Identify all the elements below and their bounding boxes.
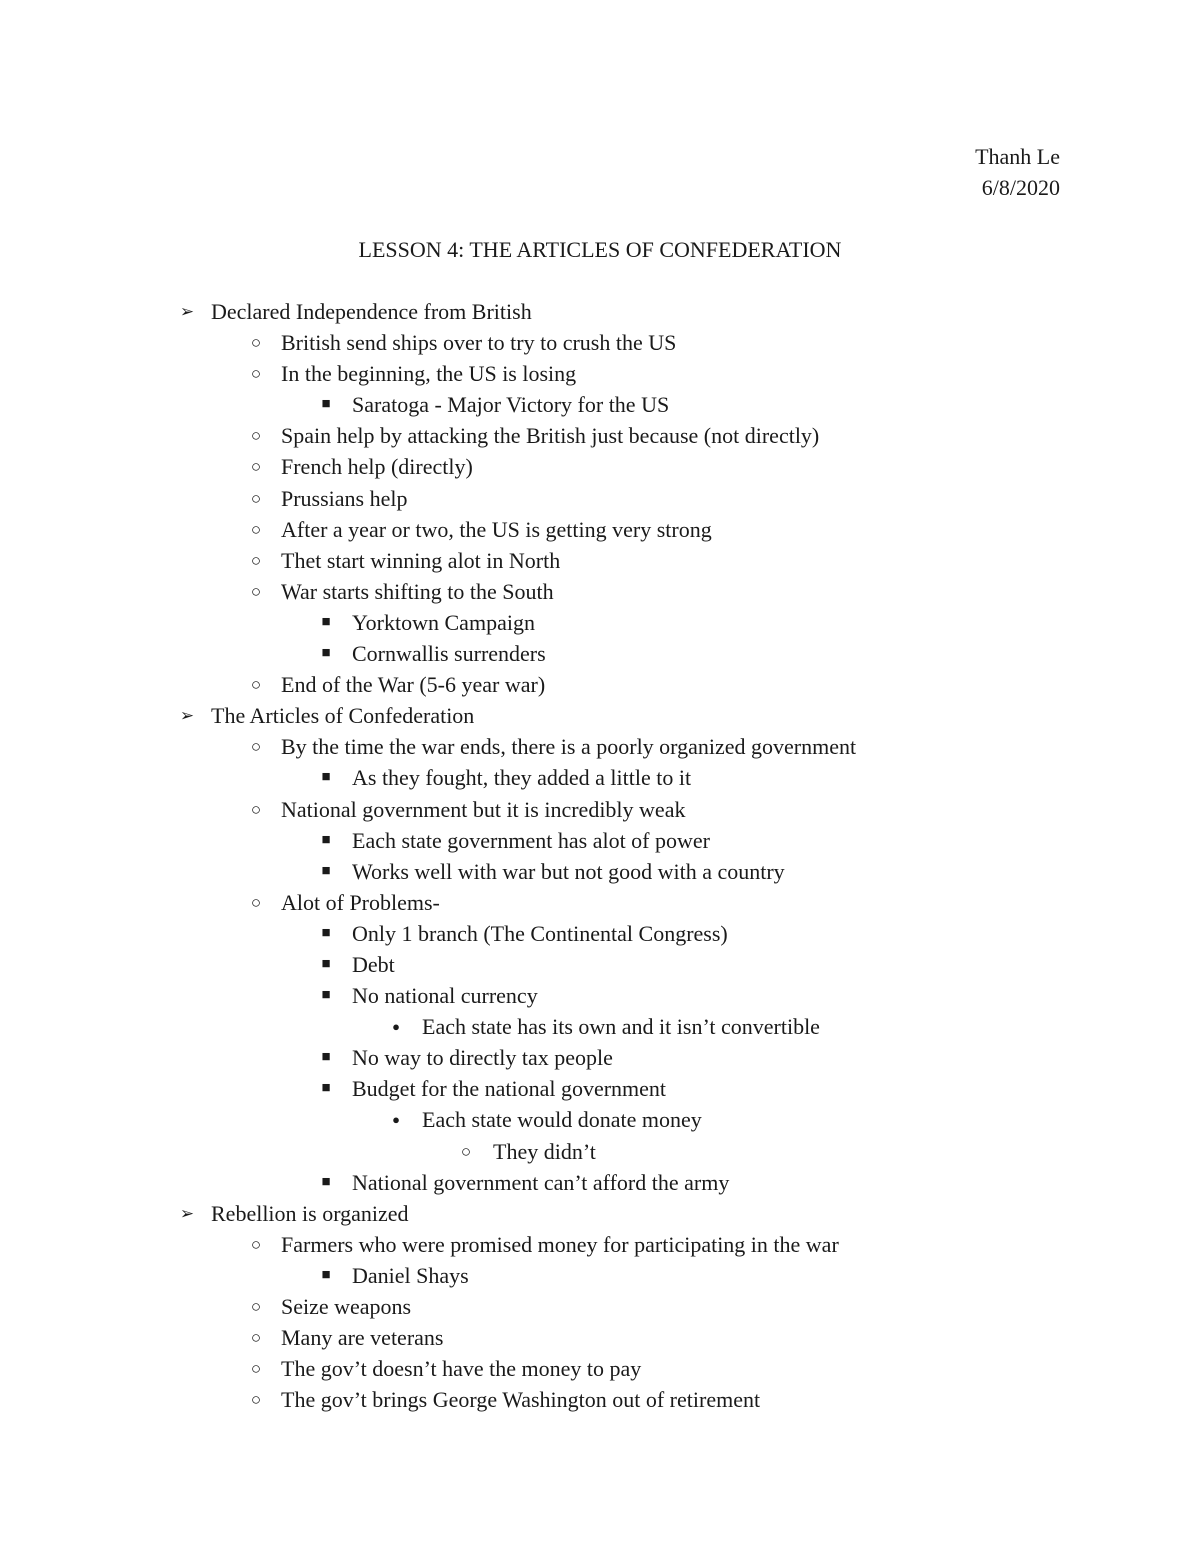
outline-item-text: Works well with war but not good with a country [352,858,785,884]
hollow-circle-bullet-icon: ○ [250,550,262,570]
outline-item-text: Debt [352,951,395,977]
hollow-circle-bullet-icon: ○ [250,519,262,539]
outline-item-text: Only 1 branch (The Continental Congress) [352,920,728,946]
hollow-circle-bullet-icon: ○ [250,892,262,912]
outline-item-text: Farmers who were promised money for participating in the war [281,1231,839,1257]
hollow-circle-bullet-icon: ○ [250,799,262,819]
outline-item [0,607,1200,638]
outline-item-text: Each state government has alot of power [352,827,710,853]
notes-outline [0,296,1200,1415]
outline-item-text: Many are veterans [281,1325,444,1351]
outline-item-text: Each state would donate money [422,1107,702,1133]
author-name: Thanh Le [975,144,1060,169]
outline-item-text: British send ships over to try to crush the US [281,330,677,356]
outline-item-text: End of the War (5-6 year war) [281,672,546,698]
square-bullet-icon: ■ [321,1173,331,1190]
outline-item [0,1198,1200,1229]
outline-item-text: As they fought, they added a little to it [352,765,692,791]
square-bullet-icon: ■ [321,769,331,786]
outline-item-text: In the beginning, the US is losing [281,361,577,387]
outline-item [0,1322,1200,1353]
outline-item [0,1353,1200,1384]
outline-item [0,327,1200,358]
hollow-circle-bullet-icon: ○ [250,333,262,353]
outline-item [0,1104,1200,1135]
hollow-circle-bullet-icon: ○ [250,457,262,477]
outline-item-text: Cornwallis surrenders [352,641,546,667]
square-bullet-icon: ■ [321,396,331,413]
square-bullet-icon: ■ [321,987,331,1004]
hollow-circle-bullet-icon: ○ [250,1234,262,1254]
outline-item-text: Yorktown Campaign [352,609,535,635]
outline-item-text: The gov’t brings George Washington out of retirement [281,1387,761,1413]
outline-item [0,1167,1200,1198]
outline-item-text: Alot of Problems- [281,889,440,915]
outline-item-text: Seize weapons [281,1294,412,1319]
outline-item [0,825,1200,856]
hollow-circle-bullet-icon: ○ [250,426,262,446]
square-bullet-icon: ■ [321,831,331,848]
outline-item [0,918,1200,949]
outline-item [0,1229,1200,1260]
outline-item-text: Thet start winning alot in North [281,547,561,573]
outline-item [0,949,1200,980]
hollow-circle-bullet-icon: ○ [250,675,262,695]
outline-item-text: National government can’t afford the army [352,1169,730,1195]
outline-item-text: War starts shifting to the South [281,578,554,604]
outline-item [0,420,1200,451]
outline-item [0,1260,1200,1291]
outline-item-text: Daniel Shays [352,1262,469,1288]
outline-item [0,638,1200,669]
outline-item [0,762,1200,793]
outline-item-text: The Articles of Confederation [211,703,475,729]
outline-item-text: By the time the war ends, there is a poorly organized government [281,734,857,760]
outline-item [0,856,1200,887]
filled-circle-bullet-icon: ● [392,1112,400,1128]
hollow-circle-bullet-icon: ○ [250,1328,262,1348]
outline-item-text: No national currency [352,983,538,1009]
hollow-circle-bullet-icon: ○ [250,737,262,757]
hollow-circle-bullet-icon: ○ [250,488,262,508]
hollow-circle-bullet-icon: ○ [250,364,262,384]
outline-item-text: Rebellion is organized [211,1200,409,1226]
outline-item-text: Spain help by attacking the British just because (not directly) [281,423,820,449]
outline-item [0,1073,1200,1104]
outline-item [0,1042,1200,1073]
hollow-circle-bullet-icon: ○ [250,581,262,601]
square-bullet-icon: ■ [321,613,331,630]
outline-item-text: National government but it is incredibly weak [281,796,686,822]
hollow-circle-bullet-icon: ○ [250,1297,262,1316]
square-bullet-icon: ■ [321,645,331,662]
square-bullet-icon: ■ [321,1266,331,1283]
square-bullet-icon: ■ [321,1080,331,1097]
outline-item [0,296,1200,327]
outline-item [0,545,1200,576]
arrowhead-bullet-icon: ➢ [179,302,195,321]
hollow-circle-bullet-icon: ○ [250,1390,262,1410]
outline-item [0,358,1200,389]
outline-item [0,389,1200,420]
outline-item [0,980,1200,1011]
outline-item [0,731,1200,762]
outline-item [0,451,1200,482]
outline-item-text: Each state has its own and it isn’t convertible [422,1014,820,1040]
outline-item [0,1384,1200,1415]
outline-item-text: The gov’t doesn’t have the money to pay [281,1356,642,1382]
outline-item-text: Prussians help [281,485,408,511]
document-date: 6/8/2020 [981,175,1060,200]
filled-circle-bullet-icon: ● [392,1019,400,1035]
outline-item [0,1291,1200,1322]
outline-item [0,794,1200,825]
outline-item [0,887,1200,918]
outline-item-text: They didn’t [493,1138,596,1164]
outline-item [0,576,1200,607]
hollow-circle-bullet-icon: ○ [460,1141,472,1161]
hollow-circle-bullet-icon: ○ [250,1359,262,1379]
outline-item [0,700,1200,731]
outline-item [0,514,1200,545]
outline-item [0,483,1200,514]
outline-item-text: Budget for the national government [352,1076,667,1102]
outline-item-text: French help (directly) [281,454,473,480]
arrowhead-bullet-icon: ➢ [179,1203,195,1223]
arrowhead-bullet-icon: ➢ [179,706,195,726]
outline-item [0,1136,1200,1167]
square-bullet-icon: ■ [321,924,331,941]
outline-item-text: No way to directly tax people [352,1045,613,1071]
lesson-title: LESSON 4: THE ARTICLES OF CONFEDERATION [358,237,842,262]
square-bullet-icon: ■ [321,1049,331,1066]
outline-item [0,669,1200,700]
outline-item-text: After a year or two, the US is getting very strong [281,516,712,542]
outline-item [0,1011,1200,1042]
square-bullet-icon: ■ [321,862,331,879]
outline-item-text: Saratoga - Major Victory for the US [352,392,670,418]
outline-item-text: Declared Independence from British [211,299,532,324]
square-bullet-icon: ■ [321,955,331,972]
